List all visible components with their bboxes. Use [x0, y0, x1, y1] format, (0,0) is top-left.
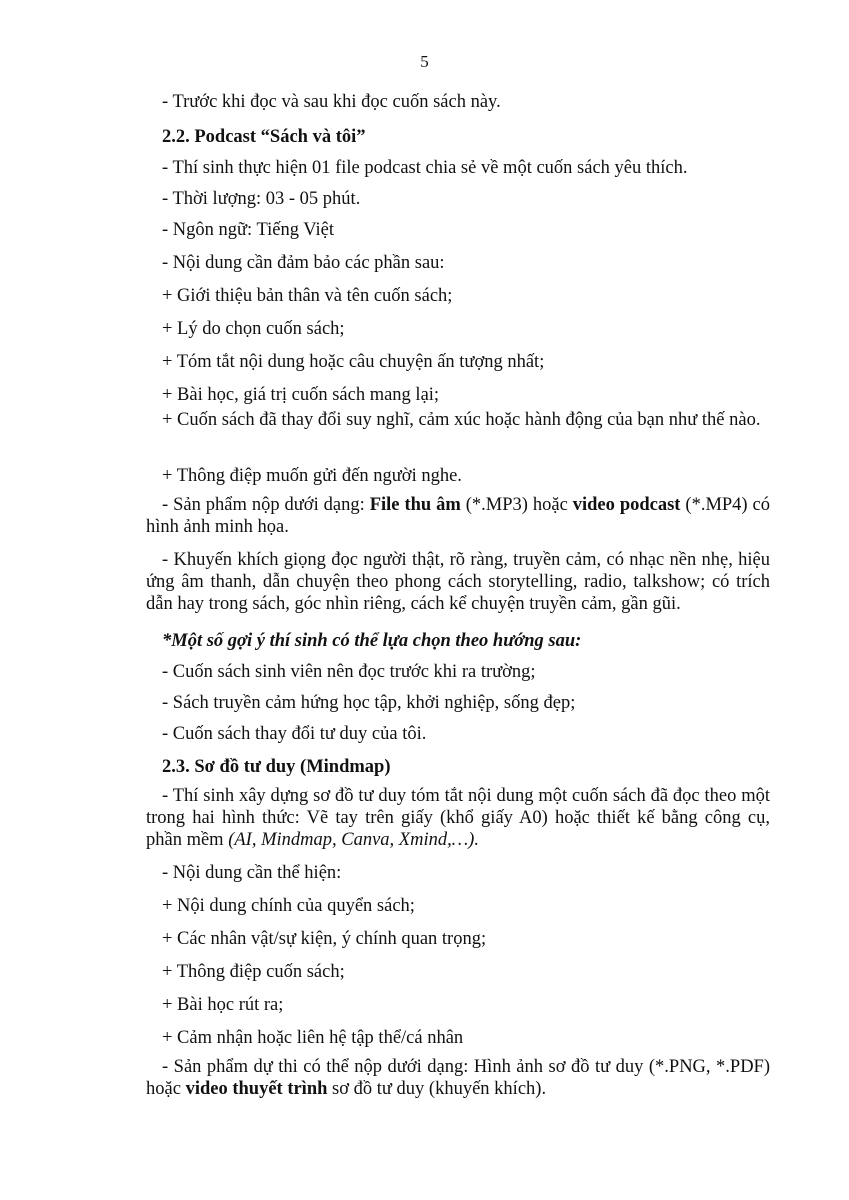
bold-text: video podcast	[572, 495, 681, 515]
text-line: - Thời lượng: 03 - 05 phút.	[162, 189, 361, 209]
list-item: + Tóm tắt nội dung hoặc câu chuyện ấn tượng nhất;	[162, 352, 545, 372]
final-paragraph	[146, 1056, 770, 1100]
list-item: + Cảm nhận hoặc liên hệ tập thể/cá nhân	[162, 1028, 464, 1048]
text-line: - Nội dung cần thể hiện:	[162, 863, 342, 883]
list-item: + Thông điệp muốn gửi đến người nghe.	[162, 466, 462, 486]
list-item: - Sách truyền cảm hứng học tập, khởi nghiệp, sống đẹp;	[162, 693, 576, 713]
list-item: + Các nhân vật/sự kiện, ý chính quan trọng;	[162, 929, 487, 949]
list-item: + Bài học rút ra;	[162, 995, 284, 1015]
page-number: 5	[420, 52, 429, 71]
text-line: - Trước khi đọc và sau khi đọc cuốn sách này.	[162, 92, 501, 112]
section-heading-2-2: 2.2. Podcast “Sách và tôi”	[162, 127, 366, 147]
list-item: + Cuốn sách đã thay đổi suy nghĩ, cảm xúc hoặc hành động của bạn như thế nào.	[162, 410, 761, 430]
text-line: - Ngôn ngữ: Tiếng Việt	[162, 220, 335, 240]
mindmap-paragraph	[146, 785, 770, 851]
italic-text: (AI, Mindmap, Canva, Xmind,…).	[228, 830, 479, 850]
list-item: + Nội dung chính của quyển sách;	[162, 896, 415, 916]
text: - Sản phẩm dự thi có thể nộp dưới dạng: Hình ảnh sơ đồ tư duy (*.PNG, *.PDF) hoặc	[146, 1057, 770, 1099]
text: (*.MP4) có hình ảnh minh họa.	[146, 495, 770, 537]
list-item: + Bài học, giá trị cuốn sách mang lại;	[162, 385, 440, 405]
submission-paragraph	[146, 494, 770, 538]
list-item: - Cuốn sách sinh viên nên đọc trước khi ra trường;	[162, 662, 536, 682]
list-item: + Thông điệp cuốn sách;	[162, 962, 345, 982]
list-item: + Lý do chọn cuốn sách;	[162, 319, 345, 339]
bold-text: video thuyết trình	[185, 1079, 328, 1099]
list-item: + Giới thiệu bản thân và tên cuốn sách;	[162, 286, 453, 306]
text: (*.MP3) hoặc	[460, 495, 573, 515]
text-line: - Thí sinh thực hiện 01 file podcast chia sẻ về một cuốn sách yêu thích.	[162, 158, 688, 178]
suggestion-title: *Một số gợi ý thí sinh có thể lựa chọn theo hướng sau:	[162, 631, 582, 651]
section-heading-2-3: 2.3. Sơ đồ tư duy (Mindmap)	[162, 757, 391, 777]
text-line: - Nội dung cần đảm bảo các phần sau:	[162, 253, 445, 273]
list-item: - Cuốn sách thay đổi tư duy của tôi.	[162, 724, 427, 744]
text: sơ đồ tư duy (khuyến khích).	[327, 1079, 547, 1099]
text: - Sản phẩm nộp dưới dạng:	[162, 495, 370, 515]
text: - Thí sinh xây dựng sơ đồ tư duy tóm tắt nội dung một cuốn sách đã đọc theo một trong hai hình thức: Vẽ tay trên giấy (khổ giấy A0) hoặc thiết kế bằng công cụ, phần mềm	[146, 786, 770, 850]
encourage-paragraph: - Khuyến khích giọng đọc người thật, rõ ràng, truyền cảm, có nhạc nền nhẹ, hiệu ứng âm thanh, dẫn chuyện theo phong cách storytelling, radio, talkshow; có trích dẫn hay trong sách, góc nhìn riêng, cách kể chuyện truyền cảm, gần gũi.	[146, 550, 770, 614]
bold-text: File thu âm	[369, 495, 461, 515]
